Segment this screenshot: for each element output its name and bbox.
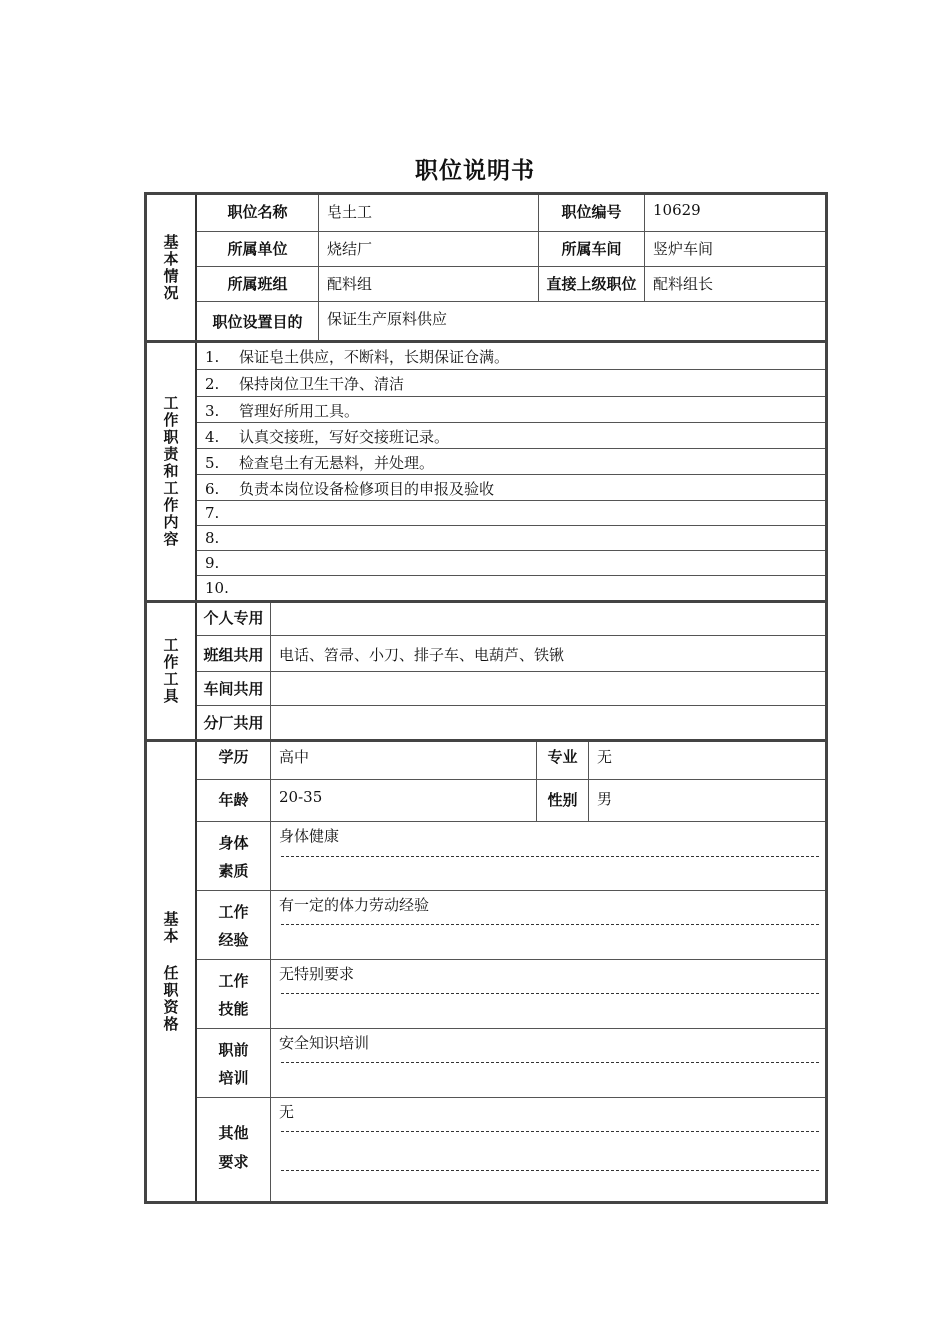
duties-section xyxy=(147,343,825,600)
major-label: 专业 xyxy=(537,742,589,779)
duty-item xyxy=(197,449,825,475)
qualification-label: 职前 培训 xyxy=(197,1029,271,1097)
qualification-row xyxy=(197,822,825,891)
duty-item xyxy=(197,370,825,397)
position-code-label: 职位编号 xyxy=(539,195,645,231)
purpose-value: 保证生产原料供应 xyxy=(327,310,448,328)
row-age xyxy=(197,780,825,822)
age-value: 20-35 xyxy=(271,780,537,821)
tool-value xyxy=(271,603,825,635)
tool-row xyxy=(197,603,825,636)
education-label: 学历 xyxy=(197,742,271,779)
duty-text: 检查皂土有无悬料，并处理。 xyxy=(239,454,435,472)
duty-item xyxy=(197,343,825,370)
duty-item xyxy=(197,475,825,501)
tool-row xyxy=(197,706,825,739)
duty-number: 2. xyxy=(205,375,220,393)
duty-number: 4. xyxy=(205,428,220,446)
qualification-row xyxy=(197,960,825,1029)
qualification-value: 身体健康 xyxy=(271,822,825,890)
tools-section xyxy=(147,603,825,739)
qualification-label: 身体 素质 xyxy=(197,822,271,890)
row-education xyxy=(197,742,825,780)
gender-label: 性别 xyxy=(537,780,589,821)
qualifications-section xyxy=(147,742,825,1201)
workshop-label: 所属车间 xyxy=(539,232,645,266)
tool-label: 班组共用 xyxy=(197,636,271,671)
unit-label: 所属单位 xyxy=(197,232,319,266)
tool-label: 个人专用 xyxy=(197,603,271,635)
duty-text: 管理好所用工具。 xyxy=(239,402,360,420)
duty-text: 保证皂土供应，不断料，长期保证仓满。 xyxy=(239,348,510,366)
other-requirements-row xyxy=(197,1098,825,1201)
unit-value: 烧结厂 xyxy=(319,232,539,266)
duty-item xyxy=(197,501,825,526)
team-value: 配料组 xyxy=(319,267,539,301)
supervisor-label: 直接上级职位 xyxy=(539,267,645,301)
gender-value: 男 xyxy=(597,790,613,808)
position-code-value: 10629 xyxy=(653,201,701,219)
purpose-label: 职位设置目的 xyxy=(197,302,319,340)
duty-text: 保持岗位卫生干净、清洁 xyxy=(239,375,405,393)
qualification-value: 有一定的体力劳动经验 xyxy=(271,891,825,959)
tools-side-label: 工作工具 xyxy=(147,603,197,739)
qualifications-side-label: 基本 任职资格 xyxy=(147,742,197,1201)
education-value: 高中 xyxy=(271,742,537,779)
other-requirements-label: 其他 要求 xyxy=(197,1098,271,1201)
qualification-value: 无特别要求 xyxy=(271,960,825,1028)
major-value: 无 xyxy=(597,748,613,766)
duty-number: 7. xyxy=(205,504,220,522)
qualification-label: 工作 经验 xyxy=(197,891,271,959)
row-position-name xyxy=(197,195,825,232)
basic-info-side-label: 基本情况 xyxy=(147,195,197,340)
age-label: 年龄 xyxy=(197,780,271,821)
duty-number: 1. xyxy=(205,348,220,366)
basic-info-section xyxy=(147,195,825,340)
duty-number: 10. xyxy=(205,579,229,597)
row-unit xyxy=(197,232,825,267)
tool-value xyxy=(271,706,825,739)
duty-item xyxy=(197,397,825,423)
position-name-value: 皂土工 xyxy=(319,195,539,231)
duty-number: 5. xyxy=(205,454,220,472)
qualification-label: 工作 技能 xyxy=(197,960,271,1028)
qualification-value: 安全知识培训 xyxy=(271,1029,825,1097)
tool-value xyxy=(271,672,825,705)
job-description-table xyxy=(144,192,828,1204)
position-name-label: 职位名称 xyxy=(197,195,319,231)
duty-item xyxy=(197,423,825,449)
duty-number: 3. xyxy=(205,402,220,420)
team-label: 所属班组 xyxy=(197,267,319,301)
duty-text: 认真交接班，写好交接班记录。 xyxy=(239,428,450,446)
tool-label: 车间共用 xyxy=(197,672,271,705)
page-title: 职位说明书 xyxy=(415,158,535,184)
tool-value: 电话、笤帚、小刀、排子车、电葫芦、铁锹 xyxy=(279,646,565,664)
supervisor-value: 配料组长 xyxy=(653,275,714,293)
duty-item xyxy=(197,551,825,576)
tool-row xyxy=(197,672,825,706)
other-requirements-value: 无 xyxy=(271,1098,825,1201)
duty-item xyxy=(197,526,825,551)
duty-number: 6. xyxy=(205,480,220,498)
row-purpose xyxy=(197,302,825,340)
qualification-row xyxy=(197,1029,825,1098)
duty-number: 9. xyxy=(205,554,220,572)
duty-text: 负责本岗位设备检修项目的申报及验收 xyxy=(239,480,495,498)
duty-item xyxy=(197,576,825,600)
duty-number: 8. xyxy=(205,529,220,547)
tool-row xyxy=(197,636,825,672)
workshop-value: 竖炉车间 xyxy=(653,240,714,258)
row-team xyxy=(197,267,825,302)
tool-label: 分厂共用 xyxy=(197,706,271,739)
duties-side-label: 工作职责和工作内容 xyxy=(147,343,197,600)
duty-list xyxy=(197,343,825,600)
qualification-row xyxy=(197,891,825,960)
